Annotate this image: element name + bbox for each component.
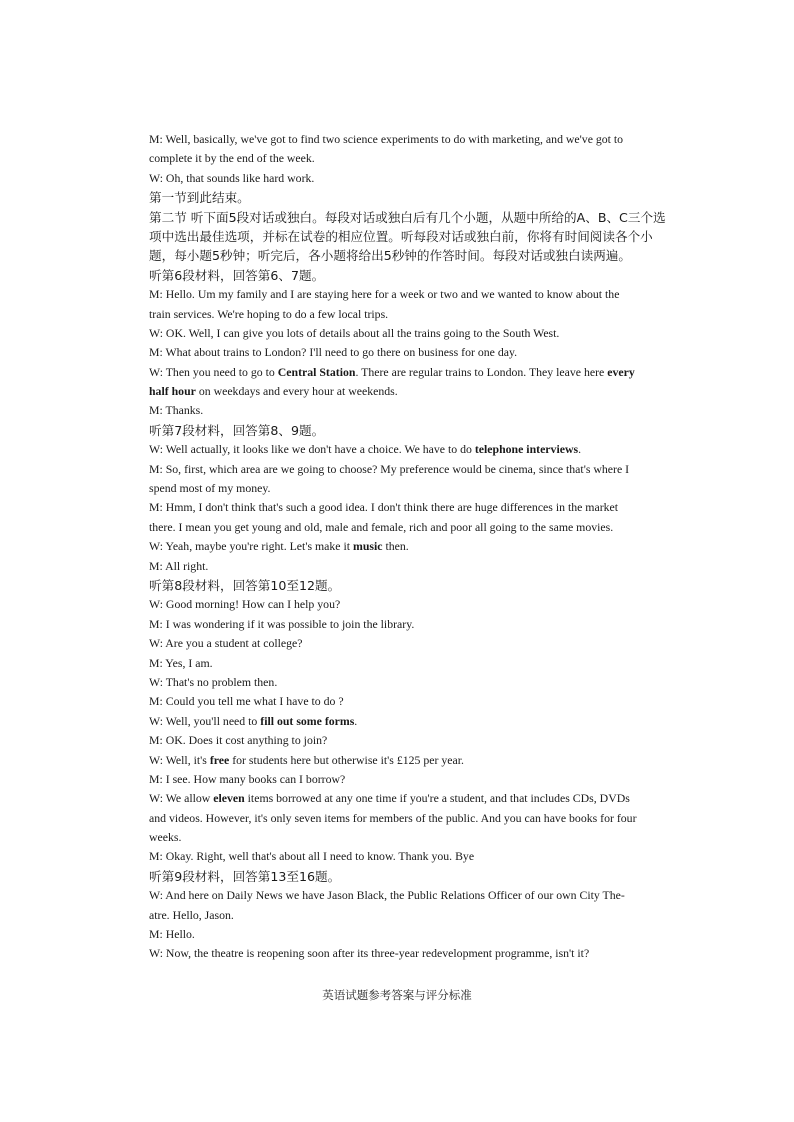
text-segment: W: That's no problem then. xyxy=(149,674,278,689)
highlighted-answer: music xyxy=(353,539,383,554)
text-segment: M: Hello. Um my family and I are staying here for a week or two and we wanted to know about the xyxy=(149,287,620,302)
transcript-line xyxy=(149,789,709,808)
transcript-line xyxy=(149,498,709,517)
transcript-line xyxy=(149,285,709,304)
text-segment: W: Good morning! How can I help you? xyxy=(149,597,341,612)
text-segment: 听第9段材料，回答第13至16题。 xyxy=(149,868,341,884)
text-segment: and videos. However, it's only seven items for members of the public. And you can have books for four xyxy=(149,810,637,825)
text-segment: M: So, first, which area are we going to choose? My preference would be cinema, since that's where I xyxy=(149,461,630,476)
text-segment: W: We allow xyxy=(149,791,214,806)
text-segment: 第二节 听下面5段对话或独白。每段对话或独白后有几个小题，从题中所给的A、B、C三个选 xyxy=(149,209,666,225)
transcript-line xyxy=(149,363,709,382)
text-segment: M: Well, basically, we've got to find two science experiments to do with marketing, and we've got to xyxy=(149,132,624,146)
transcript-line xyxy=(149,479,709,498)
transcript-line xyxy=(149,537,709,556)
transcript-line xyxy=(149,673,709,692)
text-segment: then. xyxy=(382,539,409,554)
transcript-line xyxy=(149,305,709,324)
text-segment: M: Could you tell me what I have to do ? xyxy=(149,694,344,709)
text-segment: complete it by the end of the week. xyxy=(149,151,315,166)
transcript-line xyxy=(149,828,709,847)
transcript-line xyxy=(149,731,709,750)
section-heading-line xyxy=(149,576,709,595)
transcript-line xyxy=(149,557,709,576)
transcript-line xyxy=(149,518,709,537)
transcript-line xyxy=(149,130,709,149)
text-segment: items borrowed at any one time if you're a student, and that includes CDs, DVDs xyxy=(244,791,630,806)
page-footer: 英语试题参考答案与评分标准 xyxy=(322,988,472,1002)
highlighted-answer: telephone interviews xyxy=(474,442,579,457)
text-segment: 听第7段材料，回答第8、9题。 xyxy=(149,422,325,438)
text-segment: 题，每小题5秒钟；听完后，各小题将给出5秒钟的作答时间。每段对话或独白读两遍。 xyxy=(149,248,631,264)
text-segment: 听第8段材料，回答第10至12题。 xyxy=(149,577,341,593)
text-segment: W: OK. Well, I can give you lots of details about all the trains going to the South West. xyxy=(149,325,560,340)
text-segment: on weekdays and every hour at weekends. xyxy=(195,384,398,399)
text-segment: 第一节到此结束。 xyxy=(149,190,250,206)
text-segment: M: Yes, I am. xyxy=(149,655,213,670)
section-heading-line xyxy=(149,867,709,886)
section-heading-line xyxy=(149,227,709,246)
transcript-line xyxy=(149,634,709,653)
text-segment: train services. We're hoping to do a few local trips. xyxy=(149,306,389,321)
text-segment: for students here but otherwise it's £125 per year. xyxy=(229,752,464,767)
transcript-line xyxy=(149,595,709,614)
text-segment: W: Well, it's xyxy=(149,752,210,767)
text-segment: W: Yeah, maybe you're right. Let's make it xyxy=(149,539,353,554)
highlighted-answer: fill out some forms xyxy=(260,713,355,728)
text-segment: M: All right. xyxy=(149,558,209,573)
text-segment: M: Thanks. xyxy=(149,403,204,418)
transcript-line xyxy=(149,149,709,168)
highlighted-answer: every xyxy=(607,364,635,379)
transcript-line xyxy=(149,692,709,711)
text-segment: there. I mean you get young and old, male and female, rich and poor all going to the same movies. xyxy=(149,519,614,534)
text-segment: 听第6段材料，回答第6、7题。 xyxy=(149,267,325,283)
transcript-line xyxy=(149,847,709,866)
transcript-line xyxy=(149,654,709,673)
text-segment: spend most of my money. xyxy=(149,481,271,496)
section-heading-line xyxy=(149,188,709,207)
text-segment: atre. Hello, Jason. xyxy=(149,907,234,922)
text-segment: M: I was wondering if it was possible to join the library. xyxy=(149,616,415,631)
highlighted-answer: free xyxy=(209,752,230,767)
text-segment: M: What about trains to London? I'll need to go there on business for one day. xyxy=(149,345,518,360)
transcript-line xyxy=(149,944,709,963)
transcript-line xyxy=(149,925,709,944)
transcript-line xyxy=(149,751,709,770)
text-segment: W: And here on Daily News we have Jason Black, the Public Relations Officer of our own City The- xyxy=(149,888,625,903)
highlighted-answer: eleven xyxy=(213,791,245,806)
section-heading-line xyxy=(149,266,709,285)
transcript-line xyxy=(149,382,709,401)
text-segment: M: I see. How many books can I borrow? xyxy=(149,771,346,786)
text-segment: W: Well, you'll need to xyxy=(149,713,261,728)
text-segment: W: Then you need to go to xyxy=(149,364,278,379)
transcript-line xyxy=(149,712,709,731)
transcript-line xyxy=(149,460,709,479)
text-segment: W: Now, the theatre is reopening soon after its three-year redevelopment programme, isn't it? xyxy=(149,946,590,961)
text-segment: . xyxy=(354,713,358,728)
transcript-line xyxy=(149,440,709,459)
text-segment: 项中选出最佳选项，并标在试卷的相应位置。听每段对话或独白前，你将有时间阅读各个小 xyxy=(149,228,653,244)
transcript-line xyxy=(149,401,709,420)
highlighted-answer: Central Station xyxy=(277,364,356,379)
highlighted-answer: half hour xyxy=(149,384,196,399)
text-segment: M: Hmm, I don't think that's such a good idea. I don't think there are huge differences in the market xyxy=(149,500,619,515)
text-segment: M: Okay. Right, well that's about all I need to know. Thank you. Bye xyxy=(149,849,475,864)
transcript-line xyxy=(149,615,709,634)
text-segment: W: Oh, that sounds like hard work. xyxy=(149,170,315,185)
text-segment: M: OK. Does it cost anything to join? xyxy=(149,733,328,748)
section-heading-line xyxy=(149,421,709,440)
text-segment: W: Are you a student at college? xyxy=(149,636,303,651)
text-segment: . There are regular trains to London. They leave here xyxy=(355,364,608,379)
transcript-line xyxy=(149,809,709,828)
transcript-body xyxy=(149,130,709,964)
transcript-line xyxy=(149,343,709,362)
transcript-line xyxy=(149,324,709,343)
text-segment: M: Hello. xyxy=(149,927,195,942)
section-heading-line xyxy=(149,246,709,265)
transcript-line xyxy=(149,770,709,789)
transcript-line xyxy=(149,886,709,905)
transcript-line xyxy=(149,906,709,925)
text-segment: weeks. xyxy=(149,830,182,845)
section-heading-line xyxy=(149,208,709,227)
transcript-line xyxy=(149,169,709,188)
text-segment: . xyxy=(578,442,582,457)
text-segment: W: Well actually, it looks like we don't have a choice. We have to do xyxy=(149,442,475,457)
